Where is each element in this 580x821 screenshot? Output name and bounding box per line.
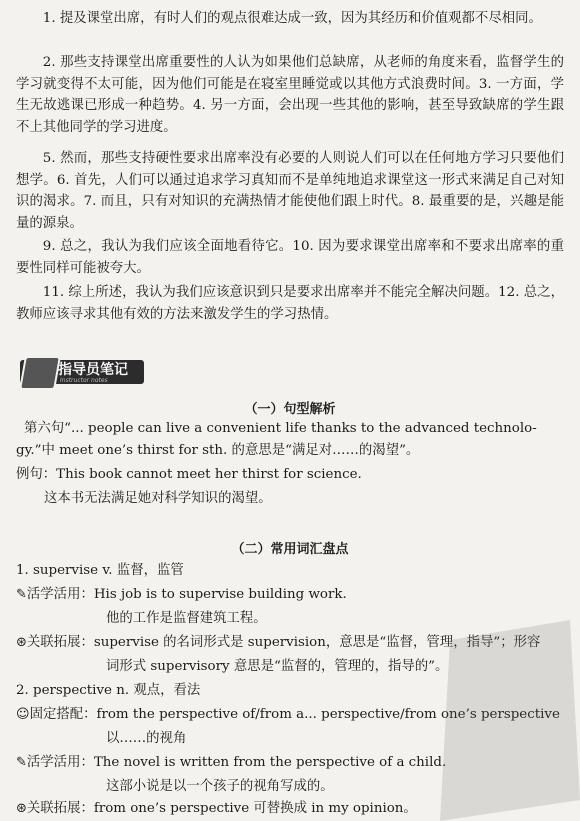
example-sentence: 例句：This book cannot meet her thirst for science. <box>16 467 362 482</box>
extension-label-2: 关联拓展： <box>26 801 94 816</box>
extension-text-2: from one’s perspective 可替换成 in my opinion。 <box>93 801 417 816</box>
banner-title: 指导员笔记 <box>20 360 144 384</box>
analysis-line-2: gy.”中 meet one’s thirst for sth. 的意思是“满足对……的渴望”。 <box>16 443 420 458</box>
extension-line-2 <box>16 798 568 820</box>
notebook-icon <box>19 356 61 390</box>
usage-label: 活学活用： <box>26 587 94 602</box>
paragraph-4: 9. 总之，我认为我们应该全面地看待它。10. 因为要求课堂出席率和不要求出席率的重要性同样可能被夸大。 <box>16 239 564 276</box>
paragraph-1: 1. 提及课堂出席，有时人们的观点很难达成一致，因为其经历和价值观都不尽相同。 <box>42 11 542 26</box>
usage-line <box>16 584 568 606</box>
extension-label: 关联拓展： <box>26 635 94 650</box>
collocation-text: from the perspective of/from a... perspective/from one’s perspective <box>96 707 560 722</box>
section-title-sentence: （一）句型解析 <box>244 402 336 417</box>
usage-line-2 <box>16 752 568 774</box>
usage-text: His job is to supervise building work. <box>93 587 347 602</box>
usage-label-2: 活学活用： <box>26 755 94 770</box>
notes-banner <box>20 356 144 386</box>
usage-text-2: The novel is written from the perspective of a child. <box>93 755 447 770</box>
extension-text-cont: 词形式 supervisory 意思是“监督的，管理的，指导的”。 <box>106 659 449 674</box>
link-icon: ⊛ <box>16 635 27 650</box>
usage-translation: 他的工作是监督建筑工程。 <box>106 611 267 626</box>
analysis-line-1: 第六句“... people can live a convenient life thanks to the advanced technolo- <box>24 421 537 436</box>
extension-text: supervise 的名词形式是 supervision，意思是“监督，管理，指导”；形容 <box>93 635 541 650</box>
paragraph-3: 5. 然而，那些支持硬性要求出席率没有必要的人则说人们可以在任何地方学习只要他们想学。6. 首先，人们可以通过追求学习真知而不是单纯地追求课堂这一形式来满足自己对知识的渴求。7. 而且，只有对知识的充满热情才能使他们跟上时代。8. 最重要的是，兴趣是能量的源泉。 <box>16 151 564 231</box>
vocab-item-supervise: 1. supervise v. 监督，监管 <box>16 563 184 578</box>
collocation-translation: 以……的视角 <box>106 731 187 746</box>
extension-line <box>16 632 568 654</box>
smile-icon: ☺ <box>16 707 30 722</box>
link-icon: ⊛ <box>16 801 27 816</box>
section-title-vocab: （二）常用词汇盘点 <box>231 542 349 557</box>
vocab-item-perspective: 2. perspective n. 观点，看法 <box>16 683 201 698</box>
paragraph-2: 2. 那些支持课堂出席重要性的人认为如果他们总缺席，从老师的角度来看，监督学生的学习就变得不太可能，因为他们可能是在寝室里睡觉或以其他方式浪费时间。3. 一方面，学生无故逃课已形成一种趋势。4. 另一方面，会出现一些其他的影响，甚至导致缺席的学生跟不上其他同学的学习进度。 <box>16 55 564 135</box>
collocation-line <box>16 704 568 726</box>
paragraph-5: 11. 综上所述，我认为我们应该意识到只是要求出席率并不能完全解决问题。12. 总之，教师应该寻求其他有效的方法来激发学生的学习热情。 <box>16 285 564 322</box>
usage-translation-2: 这部小说是以一个孩子的视角写成的。 <box>106 779 334 794</box>
pen-icon: ✎ <box>16 755 27 770</box>
example-translation: 这本书无法满足她对科学知识的渴望。 <box>44 491 272 506</box>
collocation-label: 固定搭配： <box>29 707 97 722</box>
banner-subtitle: Instructor notes <box>60 377 108 384</box>
pen-icon: ✎ <box>16 587 27 602</box>
